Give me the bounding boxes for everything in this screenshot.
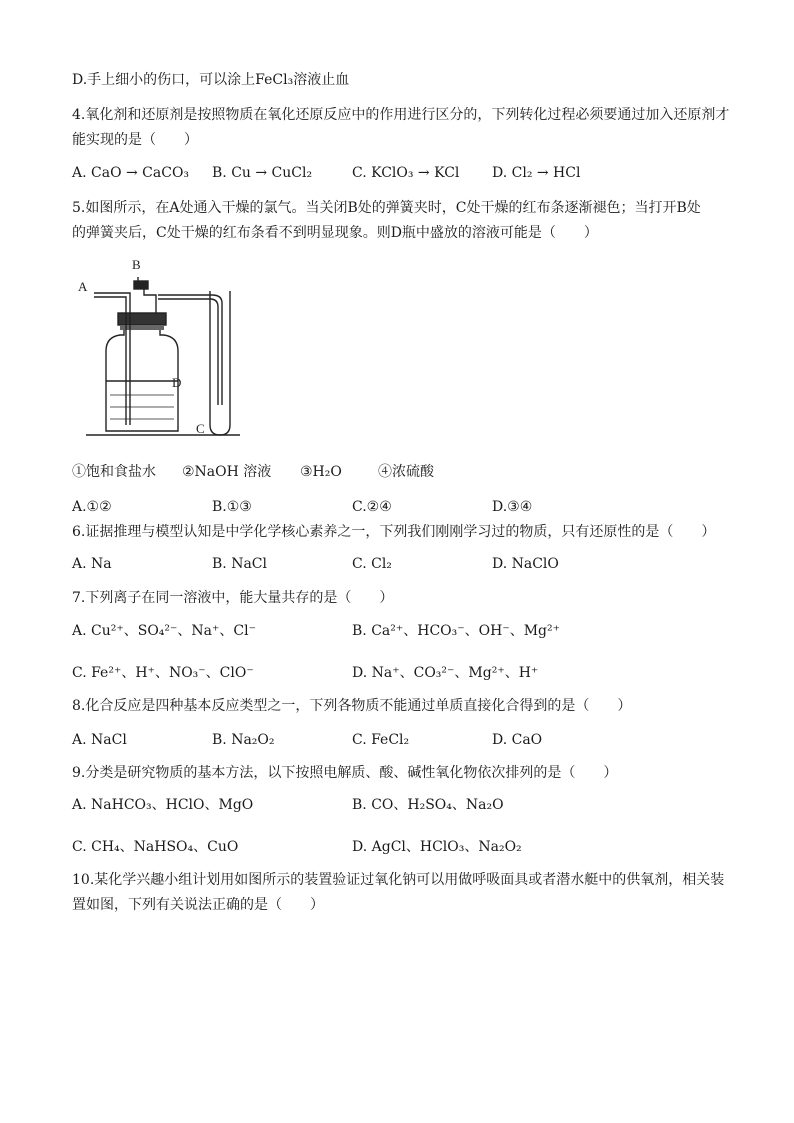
q4-option-c: C. KClO₃ → KCl [352,165,460,181]
q9-option-a: A. NaHCO₃、HClO、MgO [72,797,254,813]
q7-option-a: A. Cu²⁺、SO₄²⁻、Na⁺、Cl⁻ [72,623,256,639]
q4-option-d: D. Cl₂ → HCl [492,165,581,181]
q9-option-d: D. AgCl、HClO₃、Na₂O₂ [352,839,522,855]
q5-option-d: D.③④ [492,499,533,515]
q4-stem-line1: 4.氧化剂和还原剂是按照物质在氧化还原反应中的作用进行区分的，下列转化过程必须要通过加入还原剂才 [72,107,730,123]
q6-option-c: C. Cl₂ [352,556,392,572]
q5-option-b: B.①③ [212,499,252,515]
q10-stem-line1: 10.某化学兴趣小组计划用如图所示的装置验证过氧化钠可以用做呼吸面具或者潜水艇中的供氧剂，相关装 [72,872,725,888]
q4-option-a: A. CaO → CaCO₃ [72,165,190,181]
q6-option-b: B. NaCl [212,556,267,572]
q8-option-a: A. NaCl [72,732,127,748]
figure-label-a: A [78,279,88,294]
figure-label-c: C [196,421,205,436]
top-line: D.手上细小的伤口，可以涂上FeCl₃溶液止血 [72,72,350,88]
q6-stem-line1: 6.证据推理与模型认知是中学化学核心素养之一，下列我们刚刚学习过的物质，只有还原性的是（ ） [72,524,716,540]
q5-choice-4: ④浓硫酸 [378,464,434,480]
q6-option-d: D. NaClO [492,556,559,572]
figure-label-b: B [132,257,141,272]
q7-option-b: B. Ca²⁺、HCO₃⁻、OH⁻、Mg²⁺ [352,623,561,639]
q8-option-d: D. CaO [492,732,543,748]
q8-option-c: C. FeCl₂ [352,732,410,748]
q9-option-c: C. CH₄、NaHSO₄、CuO [72,839,239,855]
q5-stem-line1: 5.如图所示，在A处通入干燥的氯气。当关闭B处的弹簧夹时，C处干燥的红布条逐渐褪色；当打开B处 [72,200,701,216]
gas-bottle-apparatus-figure [72,255,262,445]
q7-stem-line1: 7.下列离子在同一溶液中，能大量共存的是（ ） [72,590,394,606]
q5-choice-3: ③H₂O [300,464,342,480]
q7-option-c: C. Fe²⁺、H⁺、NO₃⁻、ClO⁻ [72,665,254,681]
q5-option-c: C.②④ [352,499,392,515]
q6-option-a: A. Na [72,556,112,572]
q4-option-b: B. Cu → CuCl₂ [212,165,313,181]
q7-option-d: D. Na⁺、CO₃²⁻、Mg²⁺、H⁺ [352,665,539,681]
q4-stem-line2: 能实现的是（ ） [72,132,198,148]
q9-option-b: B. CO、H₂SO₄、Na₂O [352,797,504,813]
q5-choice-1: ①饱和食盐水 [72,464,156,480]
q5-option-a: A.①② [72,499,112,515]
figure-label-d: D [172,375,182,390]
q10-stem-line2: 置如图，下列有关说法正确的是（ ） [72,897,324,913]
q8-option-b: B. Na₂O₂ [212,732,275,748]
q8-stem-line1: 8.化合反应是四种基本反应类型之一，下列各物质不能通过单质直接化合得到的是（ ） [72,698,632,714]
q5-stem-line2: 的弹簧夹后，C处干燥的红布条看不到明显现象。则D瓶中盛放的溶液可能是（ ） [72,225,598,241]
q9-stem-line1: 9.分类是研究物质的基本方法，以下按照电解质、酸、碱性氧化物依次排列的是（ ） [72,765,618,781]
q5-choice-2: ②NaOH 溶液 [182,464,272,480]
